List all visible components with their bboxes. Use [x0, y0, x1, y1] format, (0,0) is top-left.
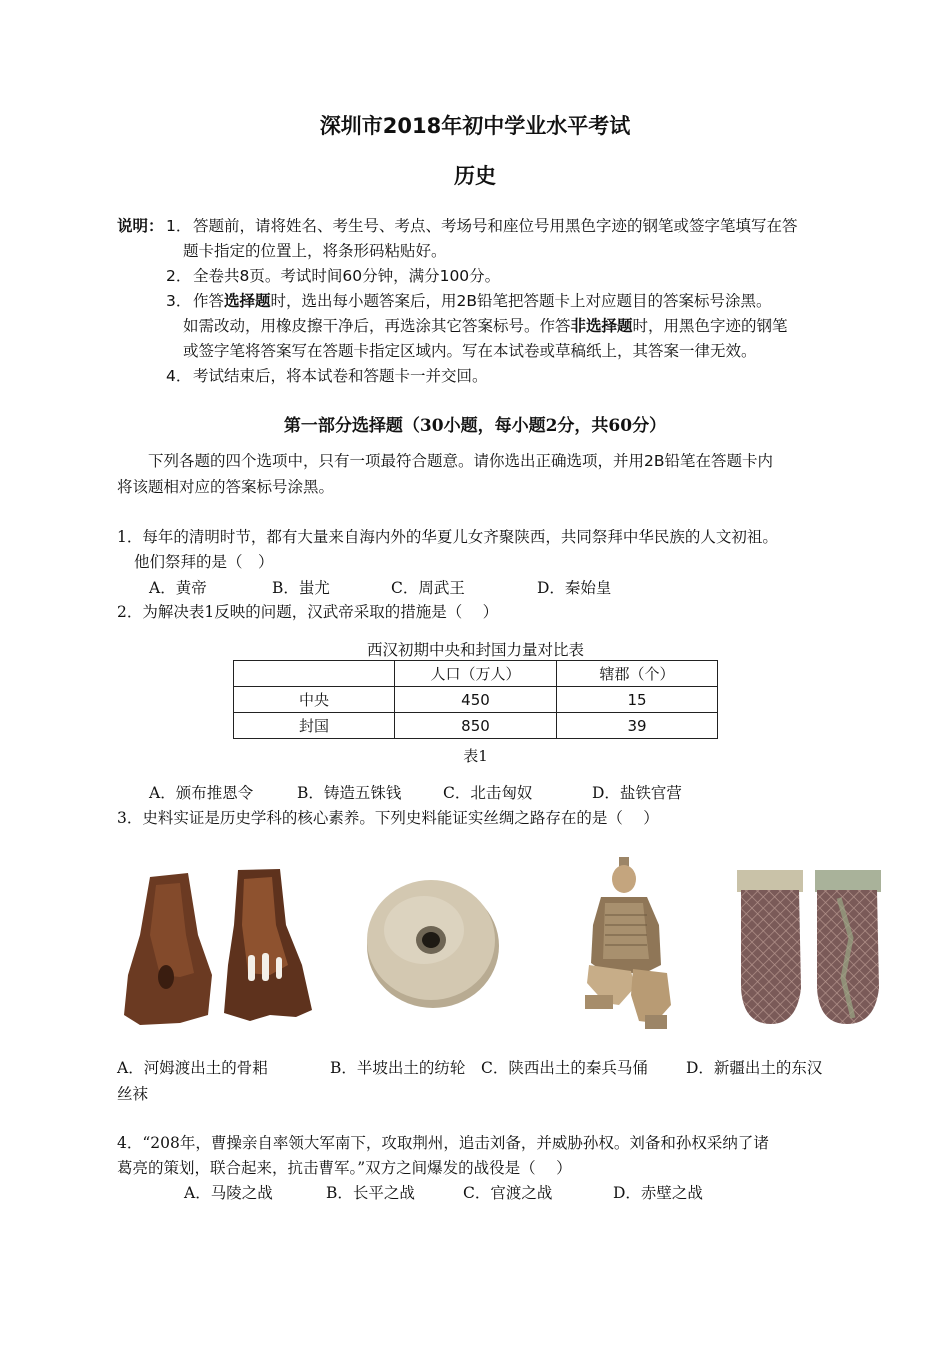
table-cell: 15 — [557, 687, 718, 713]
q4-option-a: A．马陵之战 — [184, 1184, 273, 1202]
instruction-3-num: 3． — [166, 292, 192, 310]
bone-plough-icon — [124, 869, 312, 1025]
q2-option-a: A．颁布推恩令 — [149, 784, 254, 802]
table-cell: 450 — [395, 687, 557, 713]
instruction-2-line1: 全卷共8页。考试时间60分钟，满分100分。 — [193, 267, 501, 285]
table-row — [234, 687, 718, 713]
q3-option-c: C．陕西出土的秦兵马俑 — [481, 1059, 648, 1077]
q3-option-d-continued: 丝袜 — [117, 1085, 149, 1103]
table-1-title: 西汉初期中央和封国力量对比表 — [366, 641, 584, 659]
question-2-line1: 2．为解决表1反映的问题，汉武帝采取的措施是（ ） — [117, 603, 499, 621]
spindle-whorl-icon — [367, 880, 499, 1008]
instructions-label: 说明： — [117, 217, 164, 235]
silk-socks-icon — [737, 870, 881, 1024]
instruction-3-line2: 如需改动，用橡皮擦干净后，再选涂其它答案标号。作答非选择题时，用黑色字迹的钢笔 — [183, 317, 788, 335]
q4-option-b: B．长平之战 — [326, 1184, 415, 1202]
spindle-whorl-image — [360, 870, 505, 1015]
q2-option-b: B．铸造五铢钱 — [297, 784, 402, 802]
table-cell: 封国 — [234, 713, 395, 739]
instruction-4-line1: 考试结束后，将本试卷和答题卡一并交回。 — [193, 367, 488, 385]
question-1-line2: 他们祭拜的是（ ） — [134, 553, 274, 571]
question-1-line1: 1．每年的清明时节，都有大量来自海内外的华夏儿女齐聚陕西，共同祭拜中华民族的人文初祖。 — [117, 528, 778, 546]
silk-socks-image — [735, 868, 885, 1028]
subject-title: 历史 — [454, 164, 496, 188]
q2-option-d: D．盐铁官营 — [592, 784, 682, 802]
table-1 — [233, 660, 718, 739]
instruction-4-num: 4． — [166, 367, 192, 385]
table-header-cell: 人口（万人） — [395, 661, 557, 687]
q1-option-d: D．秦始皇 — [537, 579, 612, 597]
q4-option-c: C．官渡之战 — [463, 1184, 553, 1202]
question-3-line1: 3．史料实证是历史学科的核心素养。下列史料能证实丝绸之路存在的是（ ） — [117, 809, 659, 827]
table-header-cell — [234, 661, 395, 687]
q1-option-a: A．黄帝 — [149, 579, 207, 597]
instruction-2-num: 2． — [166, 267, 192, 285]
table-cell: 中央 — [234, 687, 395, 713]
exam-title: 深圳市2018年初中学业水平考试 — [319, 114, 631, 138]
table-row — [234, 713, 718, 739]
table-header-cell: 辖郡（个） — [557, 661, 718, 687]
question-4-line1: 4．“208年，曹操亲自率领大军南下，攻取荆州，追击刘备，并威胁孙权。刘备和孙权采纳了诸 — [117, 1134, 769, 1152]
q3-option-d: D．新疆出土的东汉 — [686, 1059, 823, 1077]
q4-option-d: D．赤壁之战 — [613, 1184, 703, 1202]
q1-option-c: C．周武王 — [391, 579, 465, 597]
part1-heading: 第一部分选择题（30小题，每小题2分，共60分） — [283, 416, 667, 436]
table-1-caption: 表1 — [463, 747, 488, 765]
instruction-1-line1: 答题前，请将姓名、考生号、考点、考场号和座位号用黑色字迹的钢笔或签字笔填写在答 — [193, 217, 798, 235]
q3-option-b: B．半坡出土的纺轮 — [330, 1059, 466, 1077]
table-cell: 39 — [557, 713, 718, 739]
q1-option-b: B．蚩尤 — [272, 579, 330, 597]
table-header-row — [234, 661, 718, 687]
bone-plough-image — [120, 865, 320, 1030]
instruction-3-line1: 作答选择题时，选出每小题答案后，用2B铅笔把答题卡上对应题目的答案标号涂黑。 — [193, 292, 772, 310]
instruction-1-line2: 题卡指定的位置上，将条形码粘贴好。 — [183, 242, 447, 260]
q2-option-c: C．北击匈奴 — [443, 784, 533, 802]
table-cell: 850 — [395, 713, 557, 739]
q3-option-a: A．河姆渡出土的骨耜 — [117, 1059, 268, 1077]
part1-intro-line1: 下列各题的四个选项中，只有一项最符合题意。请你选出正确选项，并用2B铅笔在答题卡内 — [148, 452, 773, 470]
terracotta-warrior-image — [575, 855, 680, 1035]
instruction-1-num: 1． — [166, 217, 192, 235]
part1-intro-line2: 将该题相对应的答案标号涂黑。 — [117, 478, 335, 496]
instruction-3-line3: 或签字笔将答案写在答题卡指定区域内。写在本试卷或草稿纸上，其答案一律无效。 — [183, 342, 757, 360]
terracotta-warrior-icon — [585, 857, 671, 1029]
question-4-line2: 葛亮的策划，联合起来，抗击曹军。”双方之间爆发的战役是（ ） — [117, 1159, 572, 1177]
